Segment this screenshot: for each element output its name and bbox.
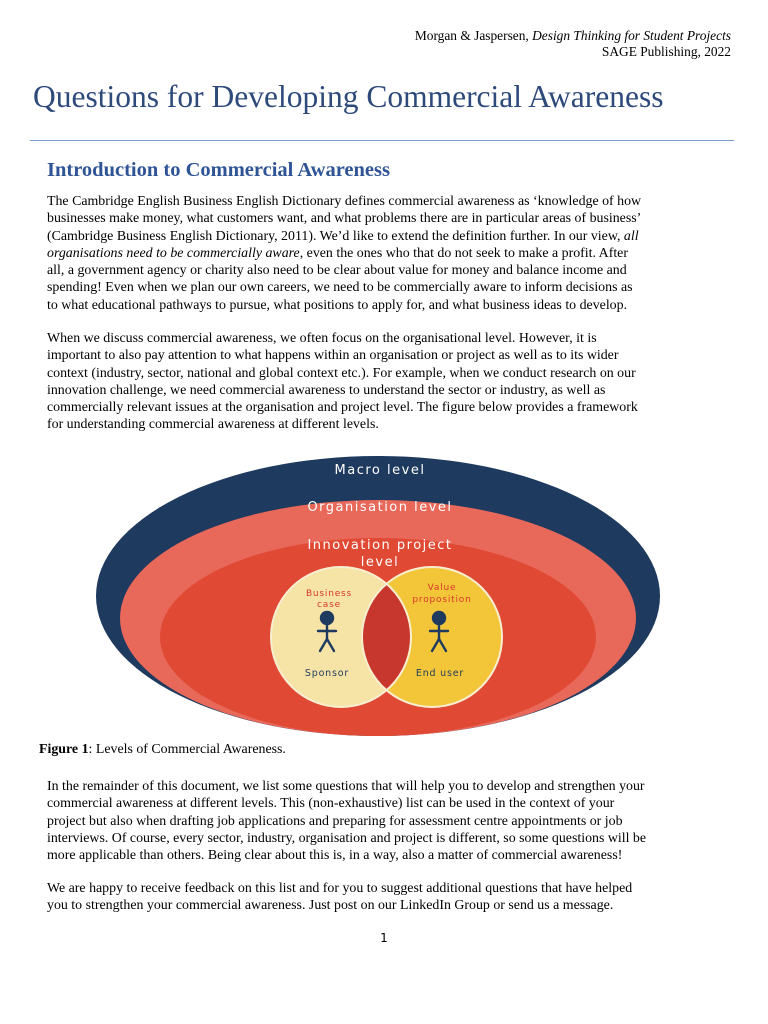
intro-line: businesses make money, what customers want, and what problems there are in particular areas of business’	[47, 211, 642, 227]
innovation-level-label: Innovation project	[307, 538, 453, 553]
document-header	[415, 28, 731, 59]
paragraph-line: innovation challenge, we need commercial awareness to understand the sector or industry, as well as	[47, 382, 606, 398]
paragraph-line: more applicable than others. Being clear about this is, in a way, also a matter of commercial awareness!	[47, 848, 623, 864]
page-title: Questions for Developing Commercial Awareness	[33, 79, 664, 114]
business-case-label-line2: case	[317, 600, 341, 610]
macro-level-label: Macro level	[334, 463, 426, 478]
paragraph-line: project but also when drafting job applications and preparing for assessment centre appointments or job	[47, 813, 623, 829]
commercial-awareness-levels-figure	[90, 447, 668, 737]
paragraph-line: context (industry, sector, national and global context etc.). For example, when we conduct research on our	[47, 365, 636, 381]
paragraph-line: In the remainder of this document, we list some questions that will help you to develop and strengthen your	[47, 779, 645, 794]
intro-line-text: (Cambridge Business English Dictionary, 2011). We’d like to extend the definition further. In our view,	[47, 228, 624, 244]
header-author: Morgan & Jaspersen,	[414, 28, 529, 43]
business-case-label: Business	[305, 589, 353, 599]
sponsor-label: Sponsor	[304, 668, 350, 679]
header-publisher: SAGE Publishing, 2022	[601, 43, 731, 59]
intro-line	[47, 245, 737, 262]
paragraph-line: When we discuss commercial awareness, we often focus on the organisational level. However, it is	[47, 331, 597, 346]
page-number: 1	[380, 931, 388, 945]
paragraph-line: commercial awareness at different levels. This (non-exhaustive) list can be used in the context of your	[47, 796, 615, 812]
title-divider	[30, 140, 734, 141]
paragraph-line: commercially relevant issues at the organisation and project level. The figure below provides a framework	[47, 400, 638, 416]
intro-line: spending! Even when we plan our own careers, we need to be commercially aware to inform decisions as	[47, 280, 633, 296]
paragraph-line: interviews. Of course, every sector, industry, organisation and project is different, so some questions will be	[47, 830, 647, 846]
context-paragraph	[47, 330, 737, 434]
figure-caption-text: : Levels of Commercial Awareness.	[88, 742, 286, 757]
paragraph-line: for understanding commercial awareness at different levels.	[47, 417, 379, 433]
feedback-paragraph	[47, 880, 737, 915]
questions-intro-paragraph	[47, 778, 737, 864]
intro-emphasis: all	[623, 228, 639, 244]
intro-emphasis: organisations need to be commercially aware	[47, 245, 300, 261]
figure-caption	[39, 742, 286, 758]
intro-line: to what educational pathways to pursue, what positions to apply for, and what business ideas to develop.	[47, 297, 628, 313]
figure-caption-label: Figure 1	[39, 742, 89, 757]
intro-paragraph	[47, 193, 737, 314]
intro-line-text: , even the ones who that do not seek to make a profit. After	[299, 245, 628, 261]
header-book-title: Design Thinking for Student Projects	[532, 28, 731, 43]
intro-line	[47, 228, 737, 245]
value-proposition-label-line2: proposition	[412, 595, 472, 605]
end-user-label: End user	[415, 668, 465, 679]
innovation-level-label-line2: level	[360, 555, 400, 570]
section-title: Introduction to Commercial Awareness	[47, 159, 390, 181]
intro-line: The Cambridge English Business English Dictionary defines commercial awareness as ‘knowledge of how	[47, 194, 642, 209]
paragraph-line: you to strengthen your commercial awareness. Just post on our LinkedIn Group or send us a message.	[47, 898, 614, 914]
intro-line: all, a government agency or charity also need to be clear about value for money and balance income and	[47, 263, 627, 279]
paragraph-line: important to also pay attention to what happens within an organisation or project as well as to its wider	[47, 348, 619, 364]
paragraph-line: We are happy to receive feedback on this list and for you to suggest additional questions that have helped	[47, 881, 633, 896]
value-proposition-label: Value	[427, 583, 457, 593]
organisation-level-label: Organisation level	[307, 500, 453, 515]
header-citation	[415, 28, 731, 44]
